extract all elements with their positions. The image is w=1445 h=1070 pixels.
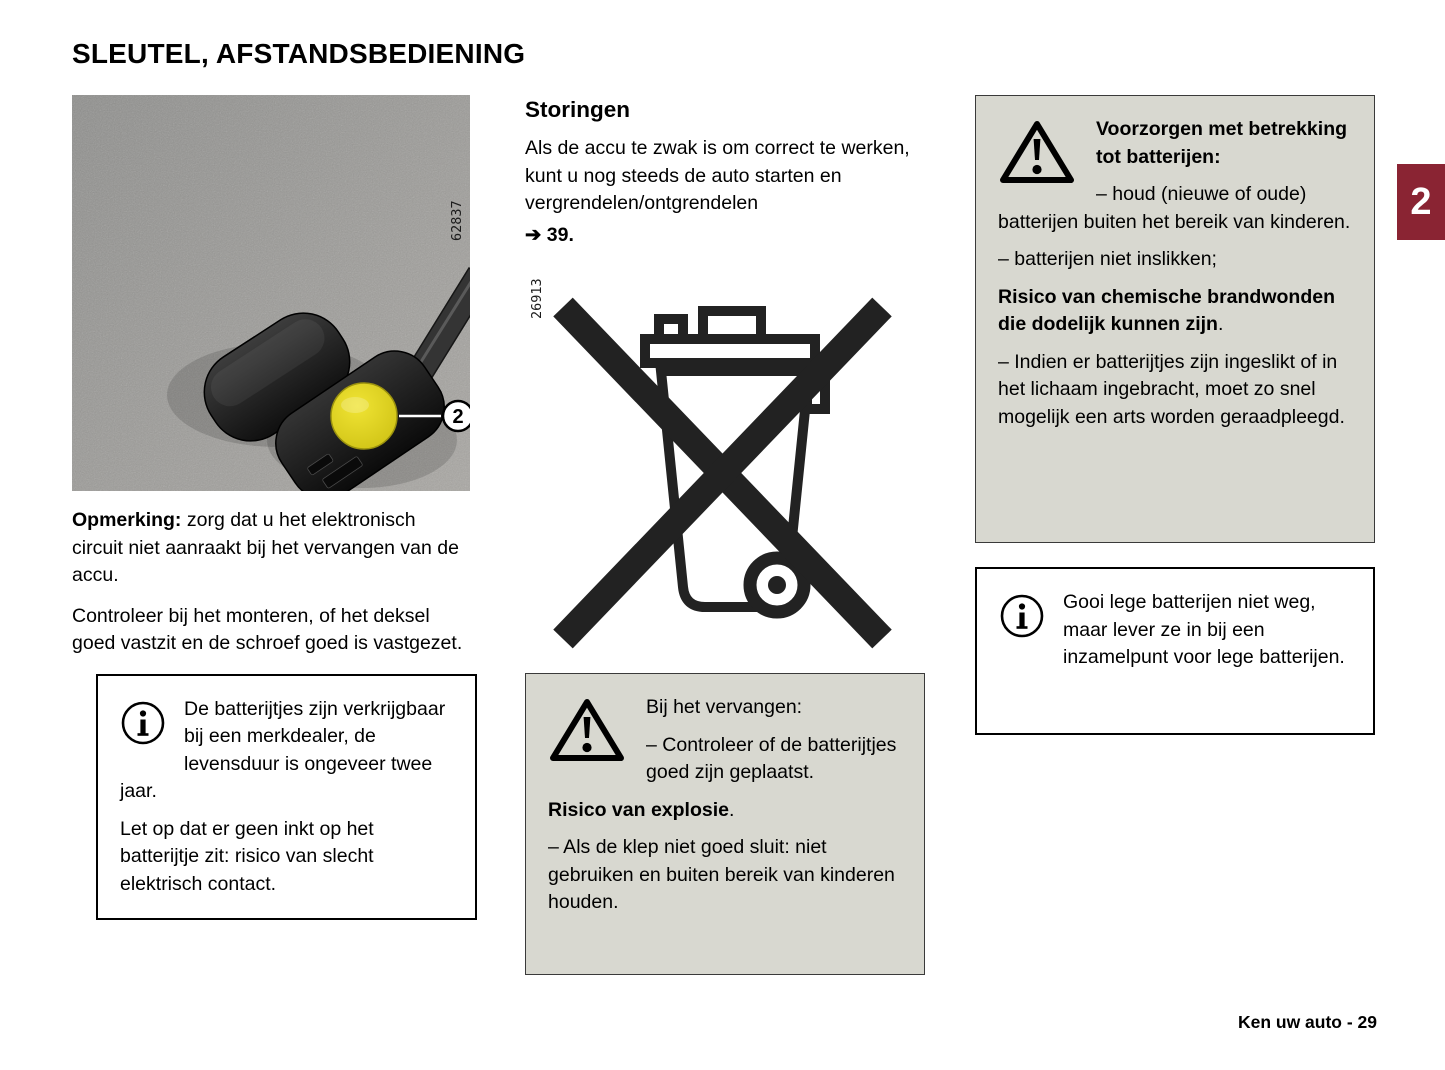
warning-item: – houd (nieuwe of oude) batterijen buiten het bereik van kinderen.	[998, 183, 1351, 233]
warning-title: Voorzorgen met betrekking tot batterijen:	[1096, 118, 1348, 168]
info-paragraph: De batterijtjes zijn verkrijgbaar bij een merkdealer, de levensduur is ongeveer twee jaar.	[120, 697, 446, 802]
callout-label: 2	[452, 406, 464, 428]
note-text: zorg dat u het elektronisch circuit niet aanraakt bij het vervangen van de accu.	[72, 509, 459, 586]
replacement-warning-box	[525, 673, 925, 975]
key-fob-illustration	[72, 95, 470, 491]
warning-risk: Risico van chemische brandwonden die dodelijk kunnen zijn.	[998, 285, 1336, 335]
battery-availability-info-box	[96, 674, 477, 921]
battery-recycling-info-box	[975, 567, 1375, 735]
warning-risk-bold: Risico van chemische brandwonden die dodelijk kunnen zijn	[998, 285, 1336, 335]
note-label: Opmerking:	[72, 509, 182, 531]
assembly-paragraph: Controleer bij het monteren, of het deksel goed vastzit en de schroef goed is vastgezet.	[72, 604, 463, 654]
right-column	[975, 95, 1375, 735]
warning-triangle-icon	[998, 118, 1076, 186]
battery-illustration	[331, 383, 397, 449]
section-heading: Storingen	[525, 97, 630, 122]
chapter-tab: 2	[1397, 164, 1445, 240]
info-paragraph: Gooi lege batterijen niet weg, maar lever ze in bij een inzamelpunt voor lege batterijen.	[1063, 591, 1345, 668]
page-title: SLEUTEL, AFSTANDSBEDIENING	[72, 38, 526, 69]
malfunction-paragraph: Als de accu te zwak is om correct te werken, kunt u nog steeds de auto starten en vergrendelen/ontgrendelen	[525, 137, 910, 214]
warning-item: – Controleer of de batterijtjes goed zijn geplaatst.	[646, 733, 897, 783]
photo-code: 62837	[449, 200, 465, 241]
weee-symbol-figure	[525, 259, 925, 649]
page-footer: Ken uw auto - 29	[1237, 1012, 1377, 1032]
info-paragraph: Let op dat er geen inkt op het batterijtje zit: risico van slecht elektrisch contact.	[120, 817, 374, 895]
warning-item: – Als de klep niet goed sluit: niet gebruiken en buiten bereik van kinderen houden.	[548, 836, 895, 913]
middle-column	[525, 95, 925, 975]
key-fob-photo	[72, 95, 470, 491]
warning-triangle-icon	[548, 696, 626, 764]
left-column	[72, 95, 470, 920]
info-icon	[999, 593, 1045, 639]
crossed-out-wheelie-bin-icon	[525, 259, 925, 649]
figure-code: 26913	[529, 278, 545, 319]
warning-intro: Bij het vervangen:	[646, 696, 803, 718]
warning-item: – Indien er batterijtjes zijn ingeslikt of in het lichaam ingebracht, moet zo snel mogelijk een arts worden geraadpleegd.	[998, 350, 1345, 428]
warning-risk: Risico van explosie.	[548, 798, 735, 821]
battery-precautions-warning-box	[975, 95, 1375, 543]
cross-reference	[525, 222, 925, 250]
note-paragraph	[72, 507, 470, 590]
warning-risk-bold: Risico van explosie	[548, 798, 729, 821]
arrow-icon: ➔	[525, 223, 542, 246]
warning-item: – batterijen niet inslikken;	[998, 248, 1217, 270]
cross-reference-page: 39.	[546, 223, 574, 246]
info-icon	[120, 700, 166, 746]
